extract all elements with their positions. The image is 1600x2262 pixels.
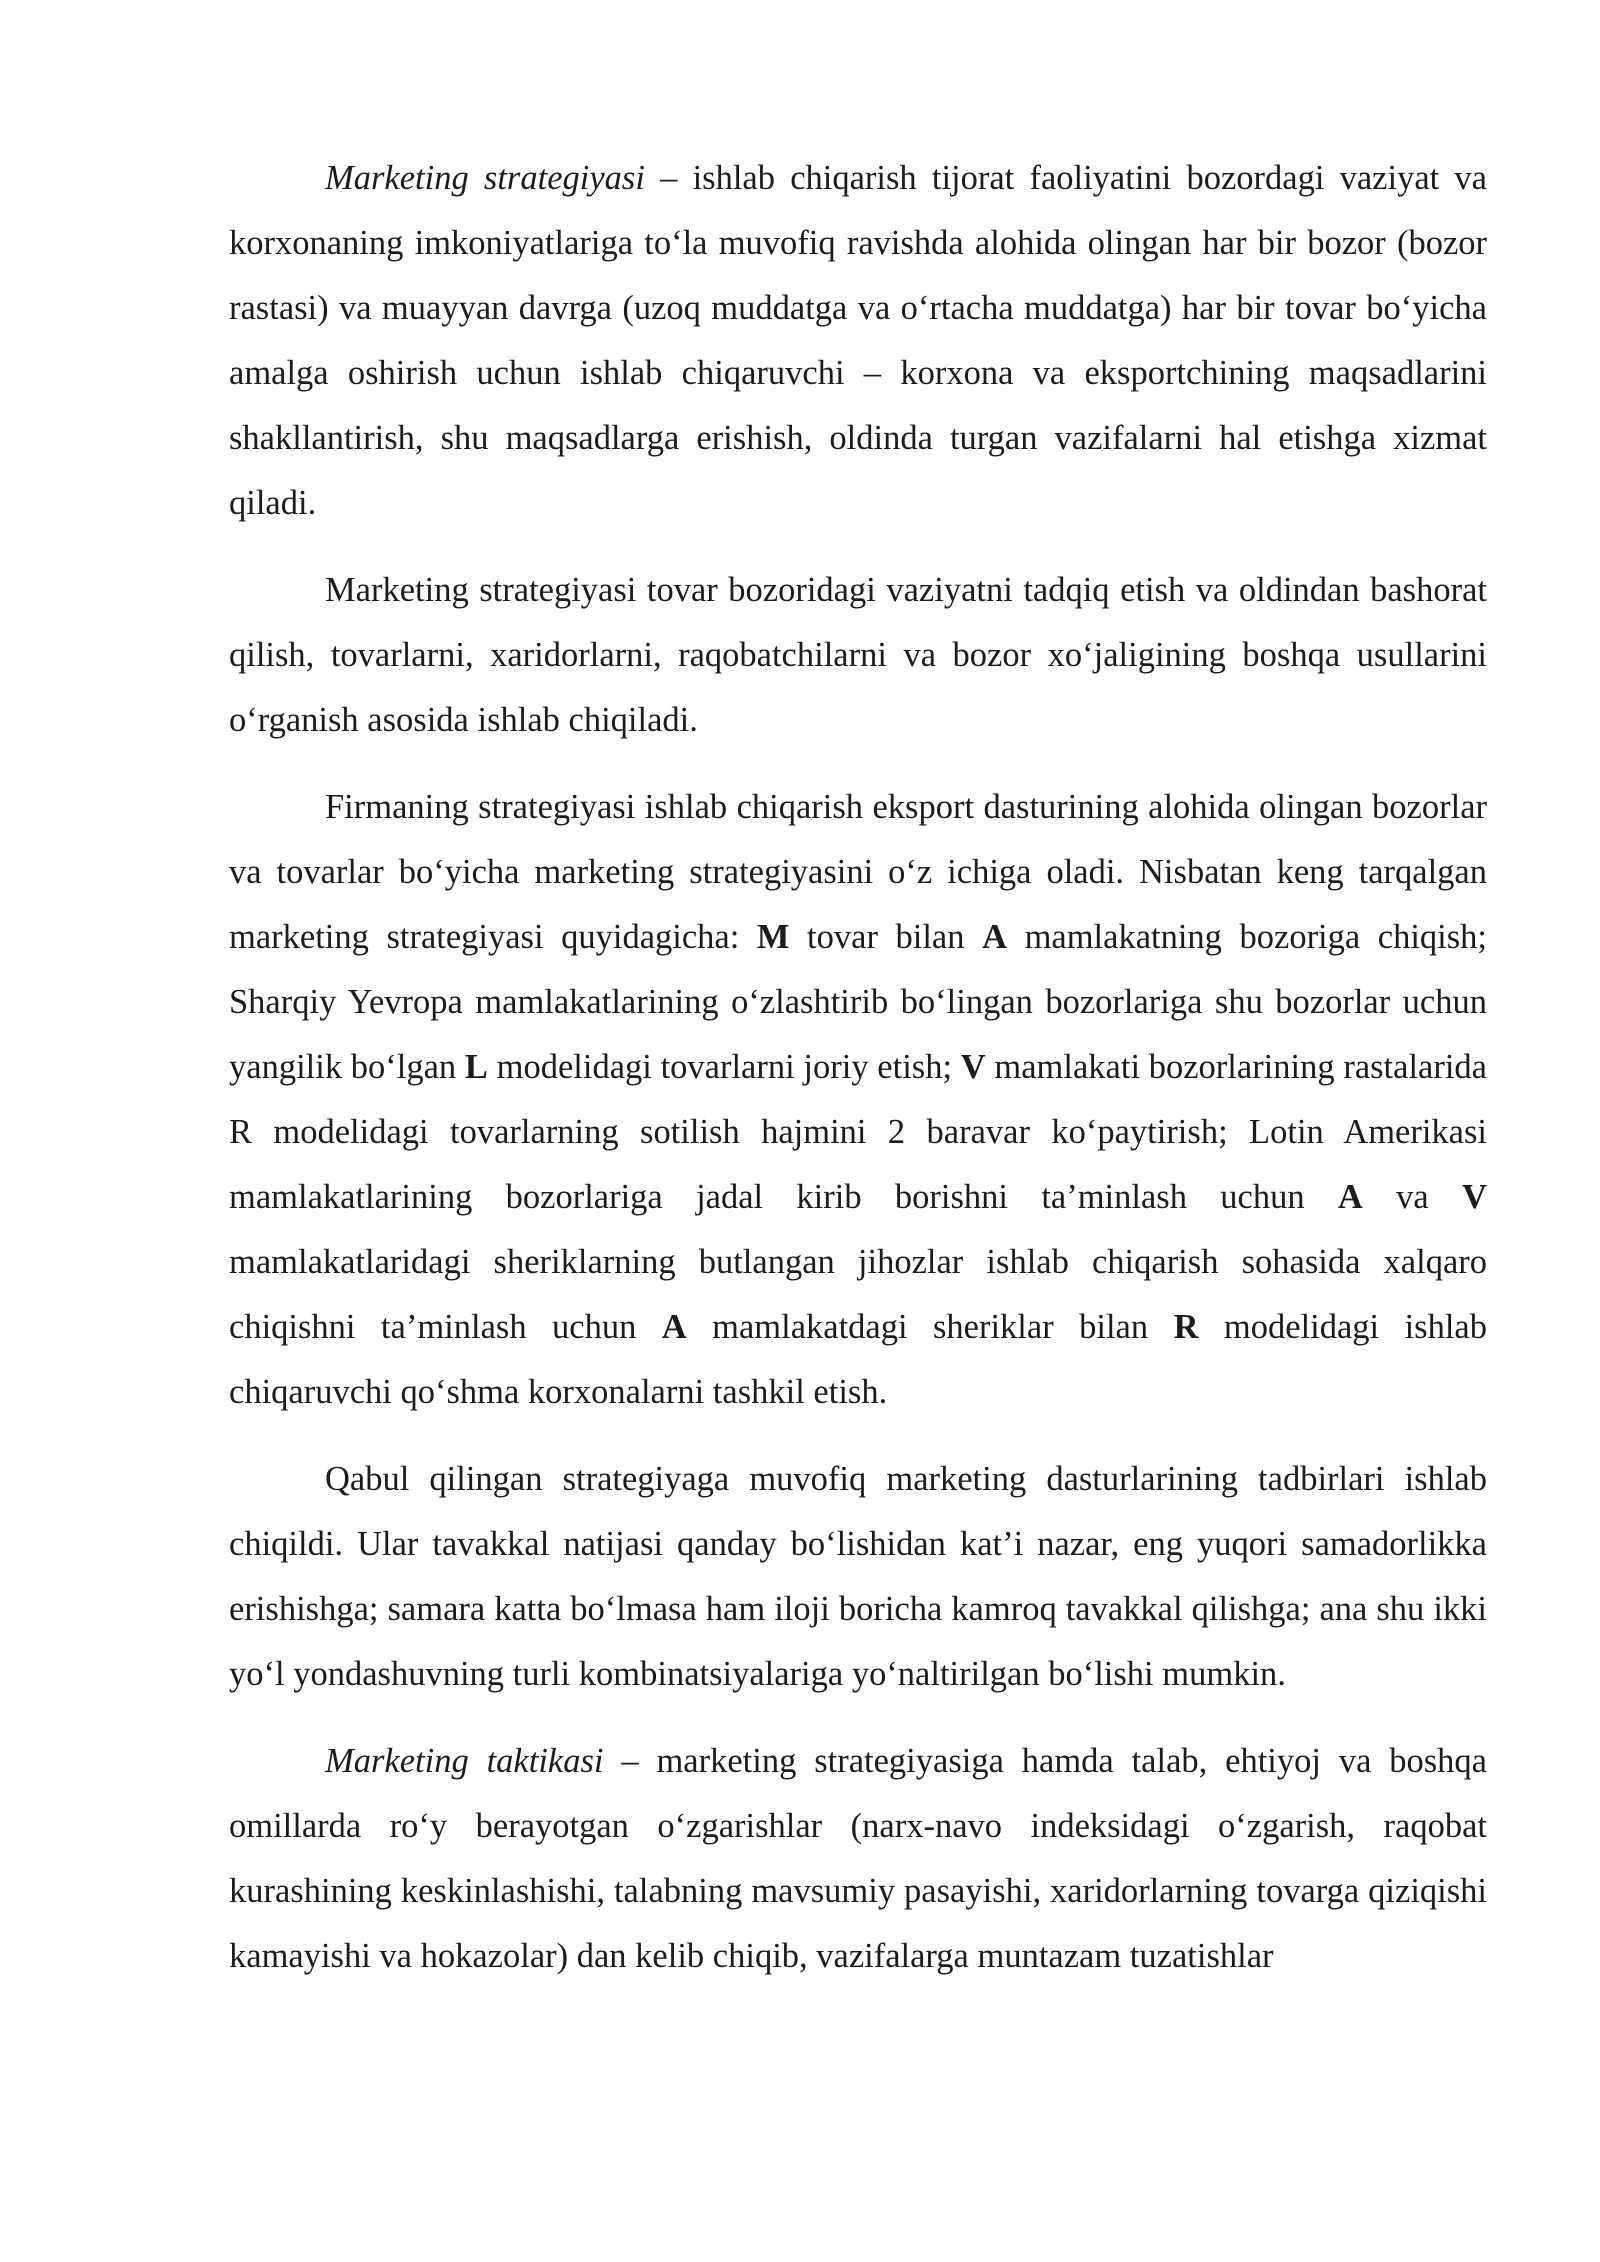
bold-letter-v: V — [1462, 1178, 1487, 1216]
paragraph-marketing-strategy-definition — [229, 146, 1487, 536]
bold-letter-a: A — [1337, 1178, 1363, 1216]
paragraph-marketing-tactics-definition — [229, 1729, 1487, 1989]
paragraph-5-text: – marketing strategiyasiga hamda talab, ehtiyoj va boshqa omillarda ro‘y berayotgan o‘zgarishlar (narx-navo indeksidagi o‘zgarish, raqobat kurashining keskinlashishi, talabning mavsumiy pasayishi, xaridorlarning tovarga qiziqishi kamayishi va hokazolar) dan kelib chiqib, vazifalarga muntazam tuzatishlar — [229, 1742, 1487, 1975]
bold-letter-a: A — [661, 1308, 687, 1346]
paragraph-3-text: mamlakatdagi sheriklar bilan — [686, 1308, 1174, 1346]
term-marketing-strategiyasi: Marketing strategiyasi — [325, 159, 645, 197]
paragraph-3-text: mamlakatning bozoriga chiqish; Sharqiy Yevropa mamlakatlarining o‘zlashtirib bo‘lingan bozorlariga shu bozorlar uchun yangilik bo‘lgan — [229, 918, 1488, 1086]
paragraph-3-text: va — [1362, 1178, 1463, 1216]
bold-letter-l: L — [464, 1048, 488, 1086]
paragraph-3-text: tovar bilan — [789, 918, 983, 956]
bold-letter-v: V — [960, 1048, 986, 1086]
bold-letter-r: R — [1173, 1308, 1199, 1346]
term-marketing-taktikasi: Marketing taktikasi — [325, 1742, 604, 1780]
paragraph-3-text: modelidagi tovarlarni joriy etish; — [487, 1048, 961, 1086]
paragraph-3-text: mamlakatlaridagi sheriklarning butlangan jihozlar ishlab chiqarish sohasida xalqaro chiqishni ta’minlash uchun — [229, 1243, 1487, 1346]
paragraph-strategy-development — [229, 558, 1487, 753]
document-body — [229, 146, 1487, 2011]
paragraph-3-text: Firmaning strategiyasi ishlab chiqarish eksport dasturining alohida olingan bozorlar va tovarlar bo‘yicha marketing strategiyasini o‘z ichiga oladi. Nisbatan keng tarqalgan marketing strategiyasi quyidagicha: — [229, 788, 1487, 956]
paragraph-4-text: Qabul qilingan strategiyaga muvofiq marketing dasturlarining tadbirlari ishlab chiqildi. Ular tavakkal natijasi qanday bo‘lishidan kat’i nazar, eng yuqori samadorlikka erishishga; samara katta bo‘lmasa ham iloji boricha kamroq tavakkal qilishga; ana shu ikki yo‘l yondashuvning turli kombinatsiyalariga yo‘naltirilgan bo‘lishi mumkin. — [229, 1460, 1487, 1693]
paragraph-3-text: mamlakati bozorlarining rastalarida R modelidagi tovarlarning sotilish hajmini 2 baravar ko‘paytirish; Lotin Amerikasi mamlakatlarining bozorlariga jadal kirib borishni ta’minlash uchun — [229, 1048, 1487, 1216]
paragraph-2-text: Marketing strategiyasi tovar bozoridagi vaziyatni tadqiq etish va oldindan bashorat qilish, tovarlarni, xaridorlarni, raqobatchilarni va bozor xo‘jaligining boshqa usullarini o‘rganish asosida ishlab chiqiladi. — [229, 571, 1487, 739]
paragraph-1-text: – ishlab chiqarish tijorat faoliyatini bozordagi vaziyat va korxonaning imkoniyatlariga to‘la muvofiq ravishda alohida olingan har bir bozor (bozor rastasi) va muayyan davrga (uzoq muddatga va o‘rtacha muddatga) har bir tovar bo‘yicha amalga oshirish uchun ishlab chiqaruvchi – korxona va eksportchining maqsadlarini shakllantirish, shu maqsadlarga erishish, oldinda turgan vazifalarni hal etishga xizmat qiladi. — [229, 159, 1487, 522]
paragraph-3-text: modelidagi ishlab chiqaruvchi qo‘shma korxonalarni tashkil etish. — [229, 1308, 1487, 1411]
paragraph-firm-strategy — [229, 775, 1487, 1425]
bold-letter-m: M — [756, 918, 790, 956]
bold-letter-a: A — [982, 918, 1007, 956]
paragraph-program-activities — [229, 1447, 1487, 1707]
